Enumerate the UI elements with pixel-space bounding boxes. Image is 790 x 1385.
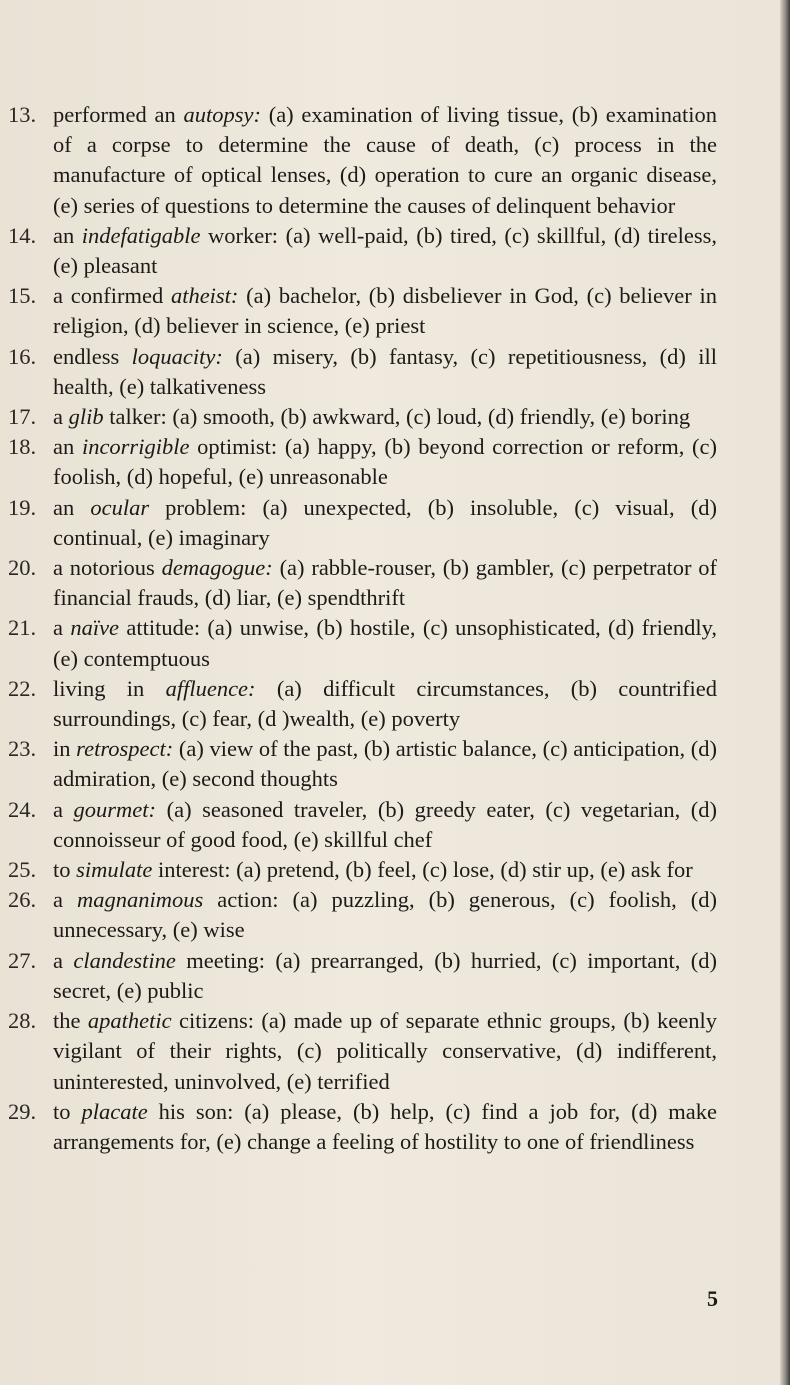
- quiz-item-17: [0, 402, 717, 432]
- item-stem: a: [53, 947, 74, 973]
- page-number: 5: [707, 1286, 718, 1311]
- item-choices: (a) misery, (b) fantasy, (c) repetitiousness, (d) ill health, (e) talkativeness: [53, 343, 717, 399]
- item-term: clandestine: [73, 947, 176, 973]
- item-stem: in: [53, 736, 77, 762]
- quiz-item-20: [0, 553, 717, 613]
- item-choices: interest: (a) pretend, (b) feel, (c) lose, (d) stir up, (e) ask for: [152, 857, 693, 883]
- item-stem: an: [53, 222, 82, 248]
- item-term: gourmet:: [73, 796, 157, 822]
- item-choices: problem: (a) unexpected, (b) insoluble, (c) visual, (d) continual, (e) imaginary: [53, 494, 717, 550]
- item-choices: worker: (a) well-paid, (b) tired, (c) skillful, (d) tireless, (e) pleasant: [53, 222, 717, 279]
- item-number: 27.: [8, 947, 37, 973]
- quiz-item-29: [0, 1097, 717, 1157]
- quiz-item-27: [0, 946, 717, 1006]
- item-stem: to: [53, 1098, 82, 1124]
- item-number: 18.: [8, 434, 37, 460]
- item-term: affluence:: [165, 675, 256, 701]
- item-term: demagogue:: [161, 555, 273, 581]
- item-number: 23.: [8, 736, 37, 762]
- item-choices: optimist: (a) happy, (b) beyond correction or reform, (c) foolish, (d) hopeful, (e) unreasonable: [53, 434, 717, 490]
- item-stem: the: [53, 1008, 88, 1034]
- item-number: 15.: [8, 283, 37, 309]
- item-term: loquacity:: [131, 343, 223, 369]
- vocabulary-quiz-page: [0, 100, 790, 1157]
- item-choices: (a) rabble-rouser, (b) gambler, (c) perpetrator of financial frauds, (d) liar, (e) spendthrift: [53, 555, 717, 611]
- item-term: autopsy:: [183, 102, 261, 127]
- item-term: atheist:: [170, 283, 239, 309]
- item-choices: attitude: (a) unwise, (b) hostile, (c) unsophisticated, (d) friendly, (e) contemptuous: [53, 615, 717, 671]
- item-term: naïve: [70, 615, 120, 641]
- item-number: 25.: [8, 857, 37, 883]
- item-stem: a: [53, 615, 71, 641]
- item-term: retrospect:: [76, 736, 174, 762]
- item-term: simulate: [76, 857, 153, 883]
- item-term: glib: [68, 404, 104, 430]
- item-stem: a confirmed: [53, 283, 171, 309]
- quiz-item-13: [0, 100, 717, 221]
- item-choices: action: (a) puzzling, (b) generous, (c) foolish, (d) unnecessary, (e) wise: [53, 887, 717, 943]
- item-number: 29.: [8, 1098, 37, 1124]
- item-stem: endless: [53, 343, 132, 369]
- item-number: 16.: [8, 343, 37, 369]
- quiz-item-21: [0, 613, 717, 673]
- item-choices: his son: (a) please, (b) help, (c) find a job for, (d) make arrangements for, (e) change a feeling of hostility to one of friendliness: [53, 1098, 717, 1154]
- item-term: incorrigible: [81, 434, 190, 460]
- item-choices: citizens: (a) made up of separate ethnic groups, (b) keenly vigilant of their rights, (c) politically conservative, (d) indifferent, uninterested, uninvolved, (e) terrified: [53, 1008, 717, 1094]
- quiz-item-14: [0, 221, 717, 281]
- quiz-item-25: [0, 855, 717, 885]
- item-term: apathetic: [87, 1008, 172, 1034]
- item-stem: a: [53, 887, 77, 913]
- item-number: 28.: [8, 1008, 37, 1034]
- item-number: 20.: [8, 555, 37, 581]
- quiz-item-18: [0, 432, 717, 492]
- quiz-item-24: [0, 795, 717, 855]
- item-number: 13.: [8, 102, 37, 127]
- item-stem: to: [53, 857, 77, 883]
- item-choices: (a) bachelor, (b) disbeliever in God, (c) believer in religion, (d) believer in science, (e) priest: [53, 283, 717, 339]
- item-choices: talker: (a) smooth, (b) awkward, (c) loud, (d) friendly, (e) boring: [103, 404, 691, 430]
- item-number: 17.: [8, 404, 37, 430]
- item-stem: a: [53, 404, 69, 430]
- quiz-item-22: [0, 674, 717, 734]
- item-stem: performed an: [53, 102, 184, 127]
- item-number: 21.: [8, 615, 37, 641]
- item-term: placate: [81, 1098, 148, 1124]
- item-stem: a: [53, 796, 74, 822]
- item-number: 22.: [8, 675, 37, 701]
- item-stem: living in: [53, 675, 166, 701]
- quiz-item-26: [0, 885, 717, 945]
- item-number: 24.: [8, 796, 37, 822]
- quiz-item-28: [0, 1006, 717, 1097]
- item-number: 19.: [8, 494, 37, 520]
- item-choices: (a) view of the past, (b) artistic balance, (c) anticipation, (d) admiration, (e) second thoughts: [53, 736, 717, 792]
- item-term: indefatigable: [81, 222, 201, 248]
- quiz-item-23: [0, 734, 717, 794]
- item-choices: (a) difficult circumstances, (b) countrified surroundings, (c) fear, (d )wealth, (e) poverty: [53, 675, 717, 732]
- item-choices: (a) examination of living tissue, (b) examination of a corpse to determine the cause of death, (c) process in the manufacture of optical lenses, (d) operation to cure an organic disease, (e) series of questions to determine the causes of delinquent behavior: [53, 102, 717, 218]
- quiz-item-19: [0, 493, 717, 553]
- item-stem: an: [53, 434, 82, 460]
- item-number: 26.: [8, 887, 37, 913]
- item-stem: a notorious: [53, 555, 162, 581]
- item-stem: an: [53, 494, 91, 520]
- item-number: 14.: [8, 222, 37, 248]
- item-choices: meeting: (a) prearranged, (b) hurried, (c) important, (d) secret, (e) public: [53, 947, 717, 1003]
- item-choices: (a) seasoned traveler, (b) greedy eater, (c) vegetarian, (d) connoisseur of good food, (e) skillful chef: [53, 796, 717, 852]
- quiz-item-15: [0, 281, 717, 341]
- quiz-item-16: [0, 342, 717, 402]
- item-term: ocular: [90, 494, 150, 520]
- item-term: magnanimous: [77, 887, 204, 913]
